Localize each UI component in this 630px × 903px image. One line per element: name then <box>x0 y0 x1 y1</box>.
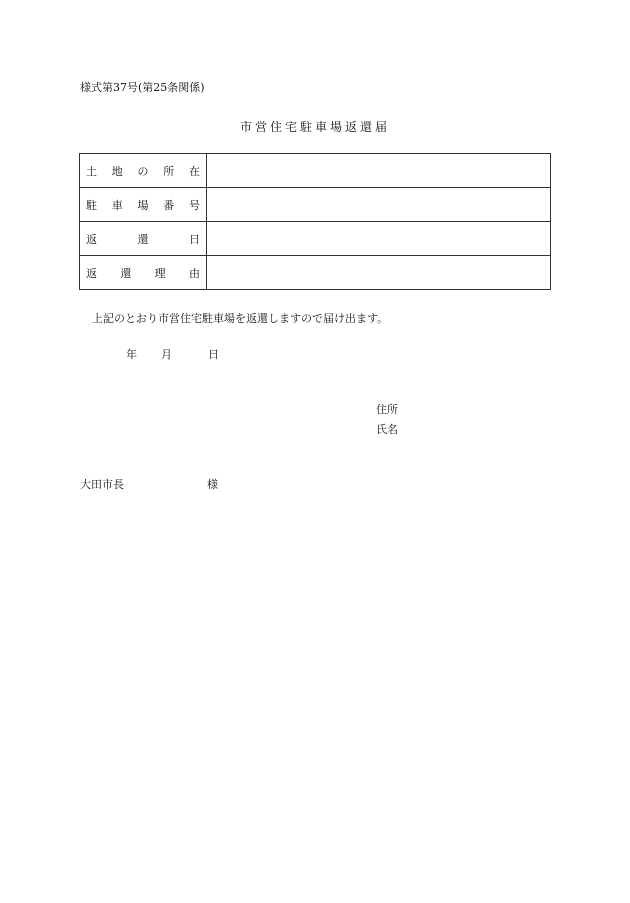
row-label-return-date <box>80 222 207 256</box>
row-value-return-reason[interactable] <box>207 256 551 290</box>
spread-label <box>86 197 200 213</box>
return-info-table <box>79 153 551 290</box>
label-char: 由 <box>188 266 200 280</box>
form-number: 様式第37号(第25条関係) <box>80 81 205 94</box>
label-char: 番 <box>163 198 175 212</box>
addressee-honorific: 様 <box>207 478 218 491</box>
applicant-address-label: 住所 <box>376 403 398 416</box>
label-char: 在 <box>189 164 200 178</box>
row-value-location[interactable] <box>207 154 551 188</box>
date-day-label: 日 <box>208 348 219 361</box>
spread-label <box>86 265 200 281</box>
label-char: 車 <box>111 198 123 212</box>
table-row <box>80 222 551 256</box>
spread-label <box>86 163 200 179</box>
spread-label <box>86 231 200 247</box>
label-char: 返 <box>86 266 97 280</box>
label-char: の <box>137 164 149 178</box>
date-month-label: 月 <box>161 348 172 361</box>
label-char: 日 <box>189 232 200 246</box>
applicant-name-label: 氏名 <box>376 423 398 436</box>
row-value-parking-number[interactable] <box>207 188 551 222</box>
table-row <box>80 256 551 290</box>
label-char: 場 <box>137 198 149 212</box>
label-char: 還 <box>137 232 149 246</box>
label-char: 駐 <box>86 198 97 212</box>
table-row <box>80 154 551 188</box>
declaration-statement: 上記のとおり市営住宅駐車場を返還しますので届け出ます。 <box>92 312 389 325</box>
label-char: 理 <box>154 266 166 280</box>
row-label-return-reason <box>80 256 207 290</box>
label-char: 還 <box>120 266 132 280</box>
label-char: 返 <box>86 232 97 246</box>
row-value-return-date[interactable] <box>207 222 551 256</box>
row-label-location <box>80 154 207 188</box>
label-char: 号 <box>189 198 200 212</box>
label-char: 地 <box>111 164 123 178</box>
date-year-label: 年 <box>126 348 137 361</box>
addressee-name: 大田市長 <box>80 478 124 491</box>
label-char: 所 <box>163 164 175 178</box>
page-title: 市営住宅駐車場返還届 <box>239 120 390 134</box>
table-row <box>80 188 551 222</box>
label-char: 土 <box>86 164 97 178</box>
row-label-parking-number <box>80 188 207 222</box>
